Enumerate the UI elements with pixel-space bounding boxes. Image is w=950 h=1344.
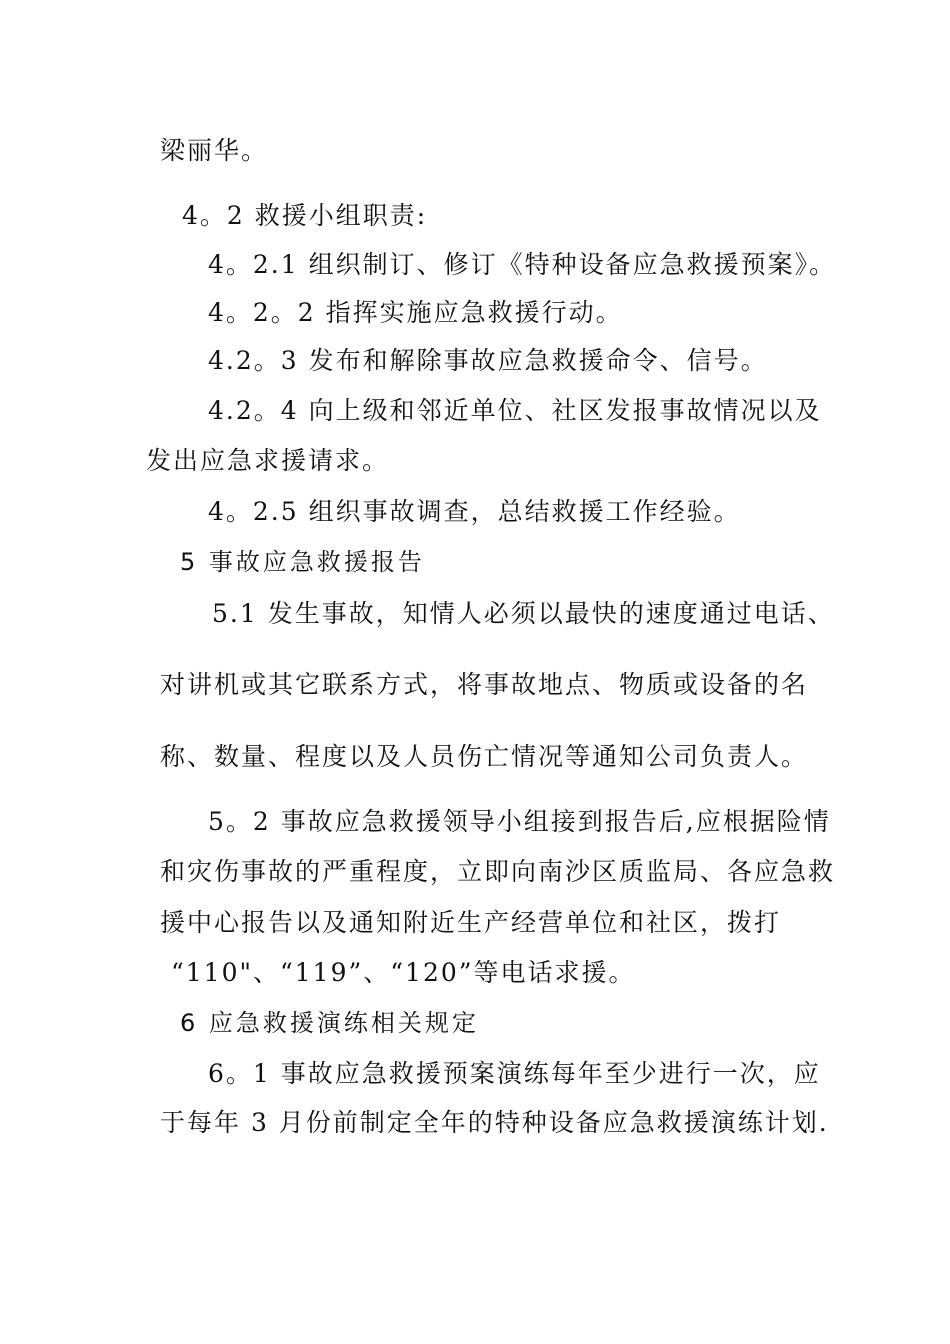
paragraph-6-1-line-2: 于每年 3 月份前制定全年的特种设备应急救援演练计划. [160, 1108, 829, 1137]
item-4-2-3: 4.2。3 发布和解除事故应急救援命令、信号。 [208, 346, 768, 375]
item-4-2-2: 4。2。2 指挥实施应急救援行动。 [208, 298, 623, 327]
item-4-2-4-continued: 发出应急求援请求。 [146, 446, 390, 475]
paragraph-5-2-line-4: “110"、“119”、“120”等电话求援。 [171, 958, 636, 987]
text-line-name: 梁丽华。 [160, 136, 269, 165]
paragraph-5-1-line-2: 对讲机或其它联系方式，将事故地点、物质或设备的名 [160, 670, 809, 699]
item-4-2-5: 4。2.5 组织事故调查，总结救援工作经验。 [208, 497, 741, 526]
paragraph-6-1-line-1: 6。1 事故应急救援预案演练每年至少进行一次，应 [208, 1059, 821, 1088]
paragraph-5-1-line-1: 5.1 发生事故，知情人必须以最快的速度通过电话、 [212, 599, 835, 628]
item-4-2-1: 4。2.1 组织制订、修订《特种设备应急救援预案》。 [208, 250, 837, 279]
section-4-2-title: 4。2 救援小组职责: [182, 201, 428, 230]
paragraph-5-2-line-3: 援中心报告以及通知附近生产经营单位和社区，拨打 [160, 908, 782, 937]
section-5-heading: 5 事故应急救援报告 [180, 548, 425, 576]
paragraph-5-2-line-1: 5。2 事故应急救援领导小组接到报告后,应根据险情 [208, 807, 831, 836]
paragraph-5-2-line-2: 和灾伤事故的严重程度，立即向南沙区质监局、各应急救 [160, 857, 836, 886]
section-6-heading: 6 应急救援演练相关规定 [180, 1009, 479, 1037]
item-4-2-4: 4.2。4 向上级和邻近单位、社区发报事故情况以及 [208, 396, 822, 425]
paragraph-5-1-line-3: 称、数量、程度以及人员伤亡情况等通知公司负责人。 [160, 742, 809, 771]
